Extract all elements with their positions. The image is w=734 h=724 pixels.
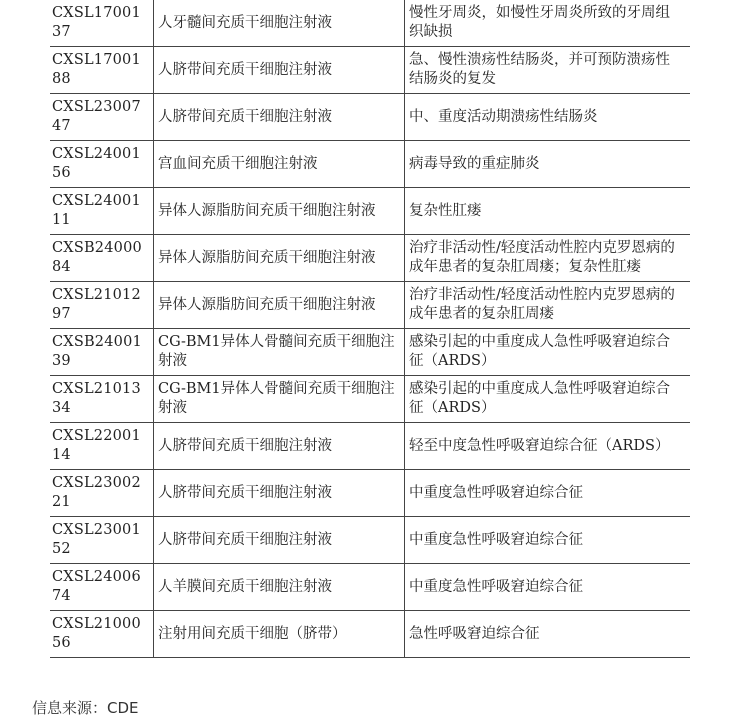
trial-table xyxy=(50,0,690,657)
acceptance-number-cell: CXSL2300221 xyxy=(50,470,154,517)
trial-table-body xyxy=(50,0,690,657)
acceptance-number-cell: CXSL1700137 xyxy=(50,0,154,47)
indication-cell: 感染引起的中重度成人急性呼吸窘迫综合征（ARDS） xyxy=(405,329,691,376)
indication-cell: 中重度急性呼吸窘迫综合征 xyxy=(405,564,691,611)
drug-name-cell: 注射用间充质干细胞（脐带） xyxy=(154,611,405,658)
drug-name-cell: 人脐带间充质干细胞注射液 xyxy=(154,470,405,517)
acceptance-number-cell: CXSL2300747 xyxy=(50,94,154,141)
indication-cell: 轻至中度急性呼吸窘迫综合征（ARDS） xyxy=(405,423,691,470)
acceptance-number-cell: CXSB2400139 xyxy=(50,329,154,376)
table-row xyxy=(50,470,690,517)
drug-name-cell: 人牙髓间充质干细胞注射液 xyxy=(154,0,405,47)
indication-cell: 病毒导致的重症肺炎 xyxy=(405,141,691,188)
drug-name-cell: 人脐带间充质干细胞注射液 xyxy=(154,517,405,564)
acceptance-number-cell: CXSL2200114 xyxy=(50,423,154,470)
drug-name-cell: 人羊膜间充质干细胞注射液 xyxy=(154,564,405,611)
drug-name-cell: 人脐带间充质干细胞注射液 xyxy=(154,94,405,141)
table-row xyxy=(50,564,690,611)
indication-cell: 治疗非活动性/轻度活动性腔内克罗恩病的成年患者的复杂肛周瘘 xyxy=(405,282,691,329)
drug-name-cell: CG-BM1异体人骨髓间充质干细胞注射液 xyxy=(154,376,405,423)
source-note: 信息来源：CDE xyxy=(32,699,139,717)
drug-name-cell: 异体人源脂肪间充质干细胞注射液 xyxy=(154,235,405,282)
acceptance-number-cell: CXSL1700188 xyxy=(50,47,154,94)
indication-cell: 复杂性肛瘘 xyxy=(405,188,691,235)
table-row xyxy=(50,141,690,188)
indication-cell: 慢性牙周炎，如慢性牙周炎所致的牙周组织缺损 xyxy=(405,0,691,47)
indication-cell: 治疗非活动性/轻度活动性腔内克罗恩病的成年患者的复杂肛周瘘；复杂性肛瘘 xyxy=(405,235,691,282)
table-row xyxy=(50,94,690,141)
acceptance-number-cell: CXSL2400674 xyxy=(50,564,154,611)
acceptance-number-cell: CXSL2300152 xyxy=(50,517,154,564)
table-row xyxy=(50,47,690,94)
acceptance-number-cell: CXSL2101334 xyxy=(50,376,154,423)
drug-name-cell: 人脐带间充质干细胞注射液 xyxy=(154,423,405,470)
table-row xyxy=(50,188,690,235)
table-row xyxy=(50,282,690,329)
acceptance-number-cell: CXSL2100056 xyxy=(50,611,154,658)
indication-cell: 急性呼吸窘迫综合征 xyxy=(409,625,540,642)
drug-name-cell: 异体人源脂肪间充质干细胞注射液 xyxy=(154,282,405,329)
drug-name-cell: CG-BM1异体人骨髓间充质干细胞注射液 xyxy=(154,329,405,376)
trial-table-container xyxy=(50,0,690,658)
acceptance-number-cell: CXSB2400084 xyxy=(50,235,154,282)
indication-cell: 急、慢性溃疡性结肠炎，并可预防溃疡性结肠炎的复发 xyxy=(405,47,691,94)
drug-name-cell: 异体人源脂肪间充质干细胞注射液 xyxy=(154,188,405,235)
table-row xyxy=(50,611,690,658)
indication-cell: 中重度急性呼吸窘迫综合征 xyxy=(405,517,691,564)
indication-cell: 感染引起的中重度成人急性呼吸窘迫综合征（ARDS） xyxy=(405,376,691,423)
drug-name-cell: 宫血间充质干细胞注射液 xyxy=(154,141,405,188)
table-row xyxy=(50,329,690,376)
indication-cell: 中重度急性呼吸窘迫综合征 xyxy=(405,470,691,517)
acceptance-number-cell: CXSL2101297 xyxy=(50,282,154,329)
table-row xyxy=(50,423,690,470)
table-row xyxy=(50,376,690,423)
table-row xyxy=(50,235,690,282)
drug-name-cell: 人脐带间充质干细胞注射液 xyxy=(154,47,405,94)
acceptance-number-cell: CXSL2400156 xyxy=(50,141,154,188)
acceptance-number-cell: CXSL2400111 xyxy=(50,188,154,235)
table-row xyxy=(50,0,690,47)
indication-cell: 中、重度活动期溃疡性结肠炎 xyxy=(405,94,691,141)
table-row xyxy=(50,517,690,564)
